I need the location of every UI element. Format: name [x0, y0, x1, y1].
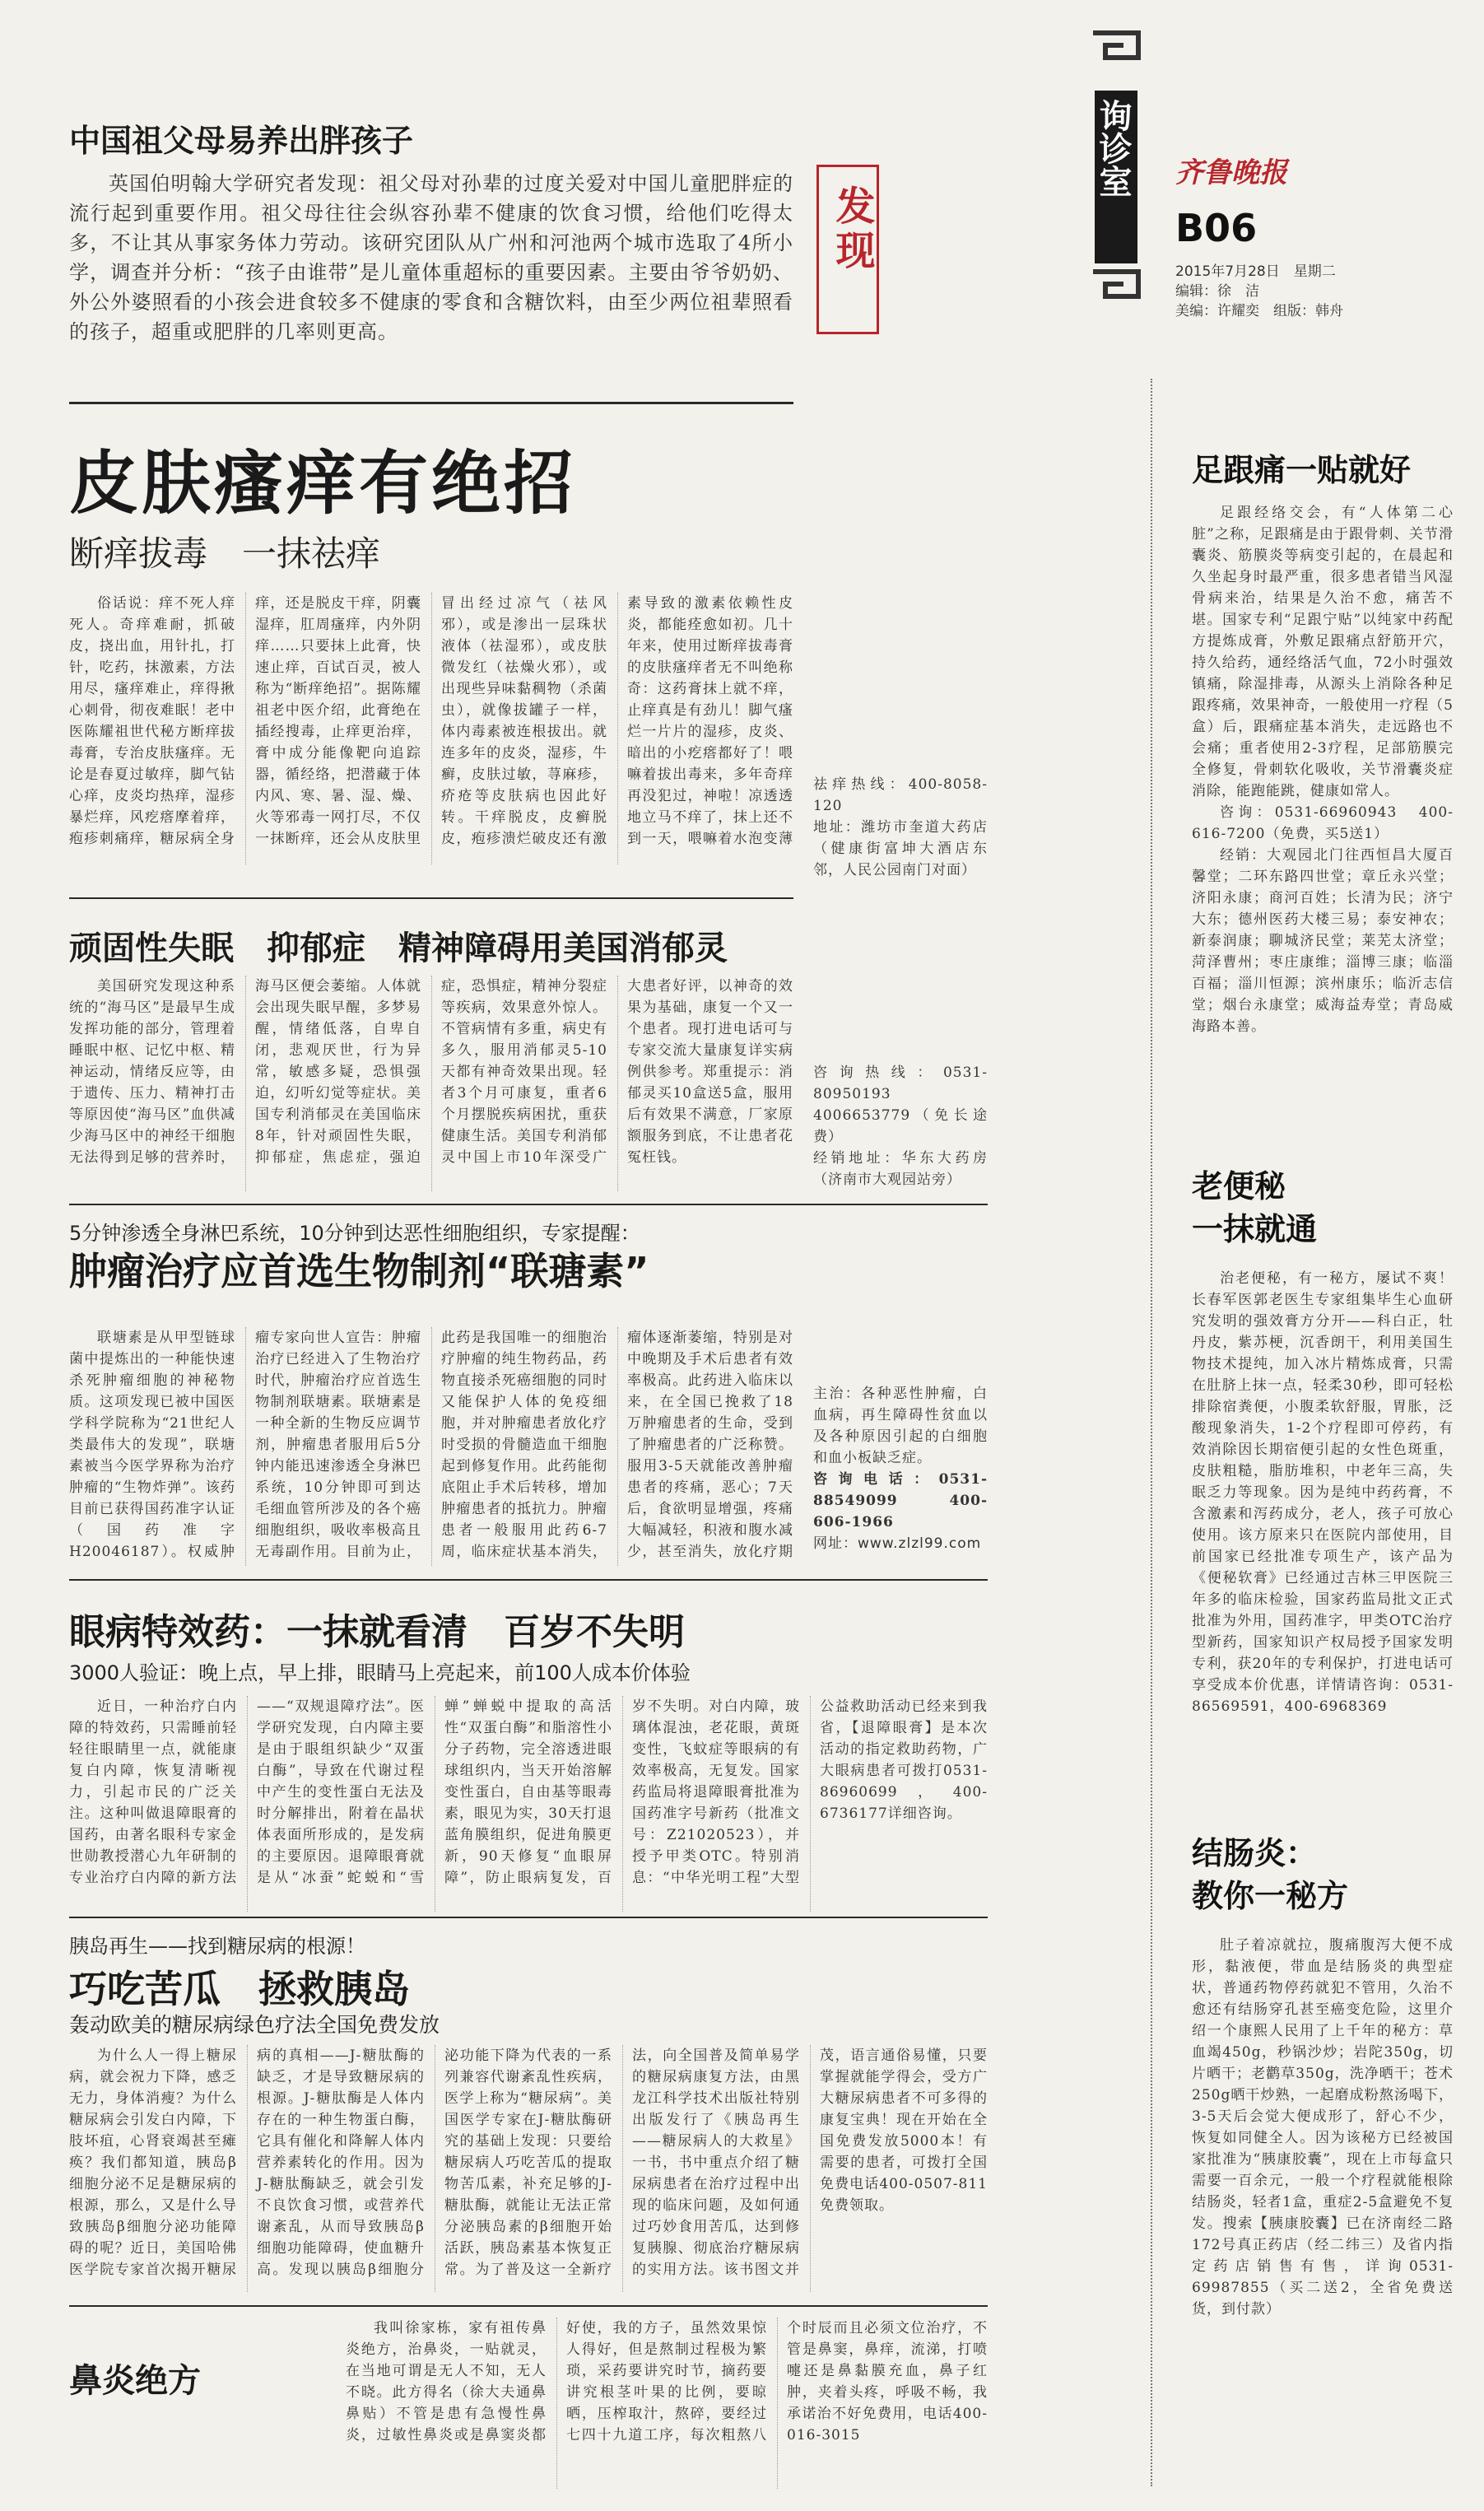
side3-title-2: 教你一秘方: [1192, 1878, 1349, 1914]
article3-text: 美国研究发现这种系统的“海马区”是最早生成发挥功能的部分，管理着睡眠中枢、记忆中枢、精神运动，情绪反应等，由于遗传、压力、精神打击等原因使“海马区”血供减少海马区中的神经干细胞无法得到足够的营养时，海马区便会萎缩。人体就会出现失眠早醒，多梦易醒，情绪低落，自卑自闭，悲观厌世，行为异常，敏感多疑，恐惧强迫，幻听幻觉等症状。美国专利消郁灵在美国临床8年，针对顽固性失眠，抑郁症，焦虑症，强迫症，恐惧症，精神分裂症等疾病，效果意外惊人。不管病情有多重，病史有多久，服用消郁灵5-10天都有神奇效果出现。轻者3个月可康复，重者6个月摆脱疾病困扰，重获健康生活。美国专利消郁灵中国上市10年深受广大患者好评，以神奇的效果为基础，康复一个又一个患者。现打进电话可与专家交流大量康复详实病例供参考。郑重提示：消郁灵买10盒送5盒，服用后有效果不满意，厂家原额服务到底，不让患者花冤枉钱。: [69, 978, 793, 1166]
article4-website: 网址：www.zlzl99.com: [813, 1535, 982, 1552]
article4-indication: 主治：各种恶性肿瘤，白血病，再生障碍性贫血以及各种原因引起的白细胞和血小板缺乏症。: [813, 1386, 988, 1466]
side3-title-1: 结肠炎：: [1192, 1835, 1318, 1871]
side2-text: 治老便秘，有一秘方，屡试不爽！长春军医郭老医生专家组集毕生心血研究发明的强效膏方分开——科白正，牡丹皮，紫苏梗，沉香朗干，利用美国生物技术提纯，加入冰片精炼成膏，只需在肚脐上抹一点，轻柔30秒，即可轻松排除宿粪便，小腹柔软舒服，胃胀，泛酸现象消失，1-2个疗程即可停药，有效消除因长期宿便引起的女性色斑重，皮肤粗糙，脂肪堆积，中老年三高，失眠乏力等现象。因为是纯中药药膏，不含激素和泻药成分，老人，孩子可放心使用。该方原来只在医院内部使用，目前国家已经批准专项生产，该产品为《便秘软膏》已经通过吉林三甲医院三年多的临床检验，国家药监局批文正式批准为外用，国药准字，甲类OTC治疗型新药，国家知识产权局授予国家发明专利，获20年的专利保护，打进电话可享受成本价优惠，详情请咨询：0531-86569591，400-6968369: [1192, 1270, 1454, 1715]
article3-title: 顽固性失眠 抑郁症 精神障碍用美国消郁灵: [69, 929, 728, 967]
divider: [69, 897, 793, 899]
divider: [69, 2305, 988, 2307]
divider: [69, 1579, 988, 1581]
article3-body: [69, 976, 793, 1191]
article4-hotline: 咨询电话：0531-88549099 400-606-1966: [813, 1471, 988, 1530]
issue-date: 2015年7月28日 星期二: [1175, 263, 1336, 280]
article2-text: 俗话说：痒不死人痒死人。奇痒难耐，抓破皮，挠出血，用针扎，打针，吃药，抹激素，方法用尽，瘙痒难止，痒得揪心刺骨，彻夜难眠！老中医陈耀祖世代秘方断痒拔毒膏，专治皮肤瘙痒。无论是春夏过敏痒，脚气钻心痒，皮炎均热痒，湿疹暴烂痒，风疙瘩摩着痒，疱疹刺痛痒，糖尿病全身痒，还是脱皮干痒，阴囊湿痒，肛周瘙痒，内外阴痒……只要抹上此膏，快速止痒，百试百灵，被人称为“断痒绝招”。据陈耀祖老中医介绍，此膏绝在插经搜毒，止痒更治痒，膏中成分能像靶向追踪器，循经络，把潜藏于体内风、寒、暑、湿、燥、火等邪毒一网打尽，不仅一抹断痒，还会从皮肤里冒出经过凉气（祛风邪），或是渗出一层珠状液体（祛湿邪），或皮肤微发红（祛燥火邪），或出现些异味黏稠物（杀菌虫），就像拔罐子一样，体内毒素被连根拔出。就连多年的皮炎，湿疹，牛癣，皮肤过敏，荨麻疹，疥疮等皮肤病也因此好转。干痒脱皮，皮癣脱皮，疱疹溃烂破皮还有激素导致的激素依赖性皮炎，都能痊愈如初。几十年来，使用过断痒拔毒膏的皮肤瘙痒者无不叫绝称奇：这药膏抹上就不痒，止痒真是有劲儿！脚气瘙烂一片片的湿疹，皮炎、暗出的小疙瘩都好了！喂嘛着拔出毒来，多年奇痒再没犯过，神啦！凉透透地立马不痒了，抹上还不到一天，喂嘛着水泡变薄: [69, 595, 793, 847]
article2-title: 皮肤瘙痒有绝招: [69, 443, 577, 524]
divider: [69, 1204, 988, 1205]
article2-subtitle: 断痒拔毒 一抹祛痒: [69, 533, 381, 574]
side3-body: [1192, 1935, 1454, 2486]
page-number: B06: [1175, 206, 1258, 250]
side2-body: [1192, 1268, 1454, 1811]
side2-title-2: 一抹就通: [1192, 1211, 1318, 1247]
article4-title: 肿瘤治疗应首选生物制剂“联瑭素”: [69, 1249, 649, 1293]
sidebar-separator: [1151, 379, 1152, 2486]
divider: [69, 1917, 988, 1918]
found-tag-label: 发现: [829, 185, 875, 274]
side1-title: 足跟痛一贴就好: [1192, 452, 1412, 488]
article6-kicker: 胰岛再生——找到糖尿病的根源！: [69, 1935, 365, 1958]
article7-text: 我叫徐家栋，家有祖传鼻炎绝方，治鼻炎，一贴就灵，在当地可谓是无人不知，无人不晓。此方得名（徐大夫通鼻鼻贴）不管是患有急慢性鼻炎，过敏性鼻炎或是鼻窦炎都好使，我的方子，虽然效果惊人得好，但是熬制过程极为繁琐，采药要讲究时节，摘药要讲究根茎叶果的比例，要晾晒，压榨取汁，熬碎，要经过七四十九道工序，每次粗熬八个时辰而且必须文位治疗，不管是鼻窦，鼻痒，流涕，打喷嚏还是鼻黏膜充血，鼻子红肿，夹着头疼，呼吸不畅，我承诺治不好免费用，电话400-016-3015: [346, 2320, 988, 2443]
section-name: 询诊室: [1094, 99, 1132, 198]
article3-side: [813, 906, 988, 1190]
article6-body: [69, 2045, 988, 2292]
designer: 美编：许耀奕 组版：韩舟: [1175, 303, 1343, 319]
article6-text: 为什么人一得上糖尿病，就会祝力下降，感乏无力，身体消瘦？为什么糖尿病会引发白内障，下肢坏疽，心肾衰竭甚至瘫痪？我们都知道，胰岛β细胞分泌不足是糖尿病的根源，那么，又是什么导致胰岛β细胞分泌功能障碍的呢？近日，美国哈佛医学院专家首次揭开糖尿病的真相——J-糖肽酶的缺乏，才是导致糖尿病的根源。J-糖肽酶是人体内存在的一种生物蛋白酶，它具有催化和降解人体内营养素转化的作用。因为J-糖肽酶缺乏，就会引发不良饮食习惯，或营养代谢紊乱，从而导致胰岛β细胞功能障碍，使血糖升高。发现以胰岛β细胞分泌功能下降为代表的一系列兼容代谢紊乱性疾病，医学上称为“糖尿病”。美国医学专家在J-糖肽酶研究的基础上发现：只要给糖尿病人巧吃苦瓜的提取物苦瓜素，补充足够的J-糖肽酶，就能让无法正常分泌胰岛素的β细胞开始活跃，胰岛素基本恢复正常。为了普及这一全新疗法，向全国普及简单易学的糖尿病康复方法，由黑龙江科学技术出版社特别出版发行了《胰岛再生——糖尿病人的大救星》一书，书中重点介绍了糖尿病患者在治疗过程中出现的临床问题，及如何通过巧妙食用苦瓜，达到修复胰腺、彻底治疗糖尿病的实用方法。该书图文并茂，语言通俗易懂，只要掌握就能学得会，受方广大糖尿病患者不可多得的康复宝典！现在开始在全国免费发放5000本！有需要的患者，可拨打全国免费电话400-0507-811免费领取。: [69, 2047, 988, 2278]
article2-side: [813, 428, 988, 881]
article2-address: 地址：潍坊市奎道大药店（健康街富坤大酒店东邻，人民公园南门对面）: [813, 819, 988, 878]
article4-side: [813, 1383, 988, 1554]
article1-title: 中国祖父母易养出胖孩子: [69, 123, 414, 159]
article6-subtitle: 轰动欧美的糖尿病绿色疗法全国免费发放: [69, 2013, 440, 2037]
article5-title: 眼病特效药：一抹就看清 百岁不失明: [69, 1611, 685, 1653]
article7-body: [346, 2318, 988, 2489]
article5-subtitle: 3000人验证：晚上点，早上排，眼睛马上亮起来，前100人成本价体验: [69, 1661, 691, 1684]
editor: 编辑：徐 洁: [1175, 283, 1259, 300]
article5-text: 近日，一种治疗白内障的特效药，只需睡前轻轻往眼睛里一点，就能康复白内障，恢复清晰视力，引起市民的广泛关注。这种叫做退障眼膏的国药，由著名眼科专家金世勋教授潜心九年研制的专业治疗白内障的新方法——“双规退障疗法”。医学研究发现，白内障主要是由于眼组织缺少“双蛋白酶”，导致在代谢过程中产生的变性蛋白无法及时分解排出，附着在晶状体表面所形成的，是发病的主要原因。退障眼膏就是从“冰蚕”蛇蜕和“雪蝉”蝉蜕中提取的高活性“双蛋白酶”和脂溶性小分子药物，完全溶透进眼球组织内，当天开始溶解变性蛋白，自由基等眼毒素，眼见为实，30天打退蓝角膜组织，促进角膜更新，90天修复“血眼屏障”，防止眼病复发，百岁不失明。对白内障，玻璃体混浊，老花眼，黄斑变性，飞蚊症等眼病的有效率极高，无复发。国家药监局将退障眼膏批准为国药准字号新药（批准文号：Z21020523），并授予甲类OTC。特别消息：“中华光明工程”大型公益救助活动已经来到我省，【退障眼膏】是本次活动的指定救助药物，广大眼病患者可拨打0531-86960699，400-6736177详细咨询。: [69, 1698, 988, 1886]
side2-title-1: 老便秘: [1192, 1168, 1286, 1204]
side3-text: 肚子着凉就拉，腹痛腹泻大便不成形，黏液便，带血是结肠炎的典型症状，普通药物停药就犯不管用，久治不愈还有结肠穿孔甚至癌变危险，这里介绍一个康熙人民用了上千年的秘方：草血竭450g，秒锅沙炒；岩陀350g，切片晒干；老鹳草350g，洗净晒干；苍术250g晒干炒熟，一起磨成粉熬汤喝下，3-5天后会觉大便成形了，舒心不少，恢复如同健全人。因为该秘方已经被国家批准为“胰康胶囊”，现在上市每盒只需要一百余元，一般一个疗程就能根除结肠炎，轻者1盒，重症2-5盒避免不复发。搜索【胰康胶囊】已在济南经二路172号真正药店（经二纬三）及省内指定药店销售有售，详询0531-69987855（买二送2，全省免费送货，到付款）: [1192, 1937, 1454, 2318]
article3-hotline: 咨询热线：0531-80950193 4006653779（免长途费）: [813, 1064, 988, 1145]
found-tag: [816, 165, 879, 334]
article6-title: 巧吃苦瓜 拯救胰岛: [69, 1967, 410, 2011]
side1-dealers: 经销：大观园北门往西恒昌大厦百馨堂；二环东路四世堂；章丘永兴堂；济阳永康；商河百姓；长清为民；济宁大东；德州医药大楼三易；泰安神农；新泰润康；聊城济民堂；莱芜太济堂；菏泽曹州；枣庄康维；淄博三康；临淄百福；淄川恒源；滨州康乐；临沂志信堂；烟台永康堂；威海益寿堂；青岛威海路本善。: [1192, 847, 1454, 1035]
article4-kicker: 5分钟渗透全身淋巴系统，10分钟到达恶性细胞组织，专家提醒：: [69, 1222, 640, 1245]
article4-body: [69, 1327, 793, 1566]
article1-body: 英国伯明翰大学研究者发现：祖父母对孙辈的过度关爱对中国儿童肥胖症的流行起到重要作用。祖父母往往会纵容孙辈不健康的饮食习惯，给他们吃得太多，不让其从事家务体力劳动。该研究团队从广州和河池两个城市选取了4所小学，调查并分析：“孩子由谁带”是儿童体重超标的重要因素。主要由爷爷奶奶、外公外婆照看的小孩会进食较多不健康的零食和含糖饮料，由至少两位祖辈照看的孩子，超重或肥胖的几率则更高。: [69, 172, 793, 343]
article5-body: [69, 1696, 988, 1912]
article7-title: 鼻炎绝方: [69, 2362, 201, 2400]
article4-text: 联塘素是从甲型链球菌中提炼出的一种能快速杀死肿瘤细胞的神秘物质。这项发现已被中国医学科学院称为“21世纪人类最伟大的发现”，联塘素被当今医学界称为治疗肿瘤的“生物炸弹”。该药目前已获得国药准字认证（国药准字H20046187）。权威肿瘤专家向世人宣告：肿瘤治疗已经进入了生物治疗时代，肿瘤治疗应首选生物制剂联塘素。联塘素是一种全新的生物反应调节剂，肿瘤患者服用后5分钟内能迅速渗透全身淋巴系统，10分钟即可到达毛细血管所涉及的各个癌细胞组织，吸收率极高且无毒副作用。目前为止，此药是我国唯一的细胞治疗肿瘤的纯生物药品，药物直接杀死癌细胞的同时又能保护人体的免疫细胞，并对肿瘤患者放化疗时受损的骨髓造血干细胞起到修复作用。此药能彻底阻止手术后转移，增加肿瘤患者的抵抗力。肿瘤患者一般服用此药6-7周，临床症状基本消失，瘤体逐渐萎缩，特别是对中晚期及手术后患者有效率极高。此药进入临床以来，在全国已挽救了18万肿瘤患者的生命，受到了肿瘤患者的广泛称赞。服用3-5天就能改善肿瘤患者的疼痛，恶心；7天后，食欲明显增强，疼痛大幅减轻，积液和腹水减少，甚至消失，放化疗期: [69, 1330, 793, 1560]
article2-hotline: 祛痒热线：400-8058-120: [813, 776, 988, 814]
side1-text: 足跟经络交会，有“人体第二心脏”之称，足跟痛是由于跟骨刺、关节滑囊炎、筋膜炎等病变引起的，在晨起和久坐起身时最严重，很多患者错当风湿骨病来治，结果是久治不愈，痛苦不堪。国家专利“足跟宁贴”以纯家中药配方提炼成膏，外敷足跟痛点舒筋开穴，持久给药，通经络活气血，72小时强效镇痛，除湿排毒，从源头上消除各种足跟疼痛，效果神奇，一般使用一疗程（5盒）后，跟痛症基本消失，走远路也不会痛；重者使用2-3疗程，足部筋膜完全修复，骨刺软化吸收，关节滑囊炎症消除，能跑能跳，健康如常人。: [1192, 505, 1454, 799]
article3-dealer: 经销地址：华东大药房（济南市大观园站旁）: [813, 1150, 988, 1188]
side1-hotline: 咨询：0531-66960943 400-616-7200（免费，买5送1）: [1192, 804, 1454, 842]
article2-body: [69, 593, 793, 864]
side1-body: [1192, 502, 1454, 1128]
masthead-logo: 齐鲁晚报: [1175, 156, 1287, 189]
divider: [69, 402, 793, 404]
